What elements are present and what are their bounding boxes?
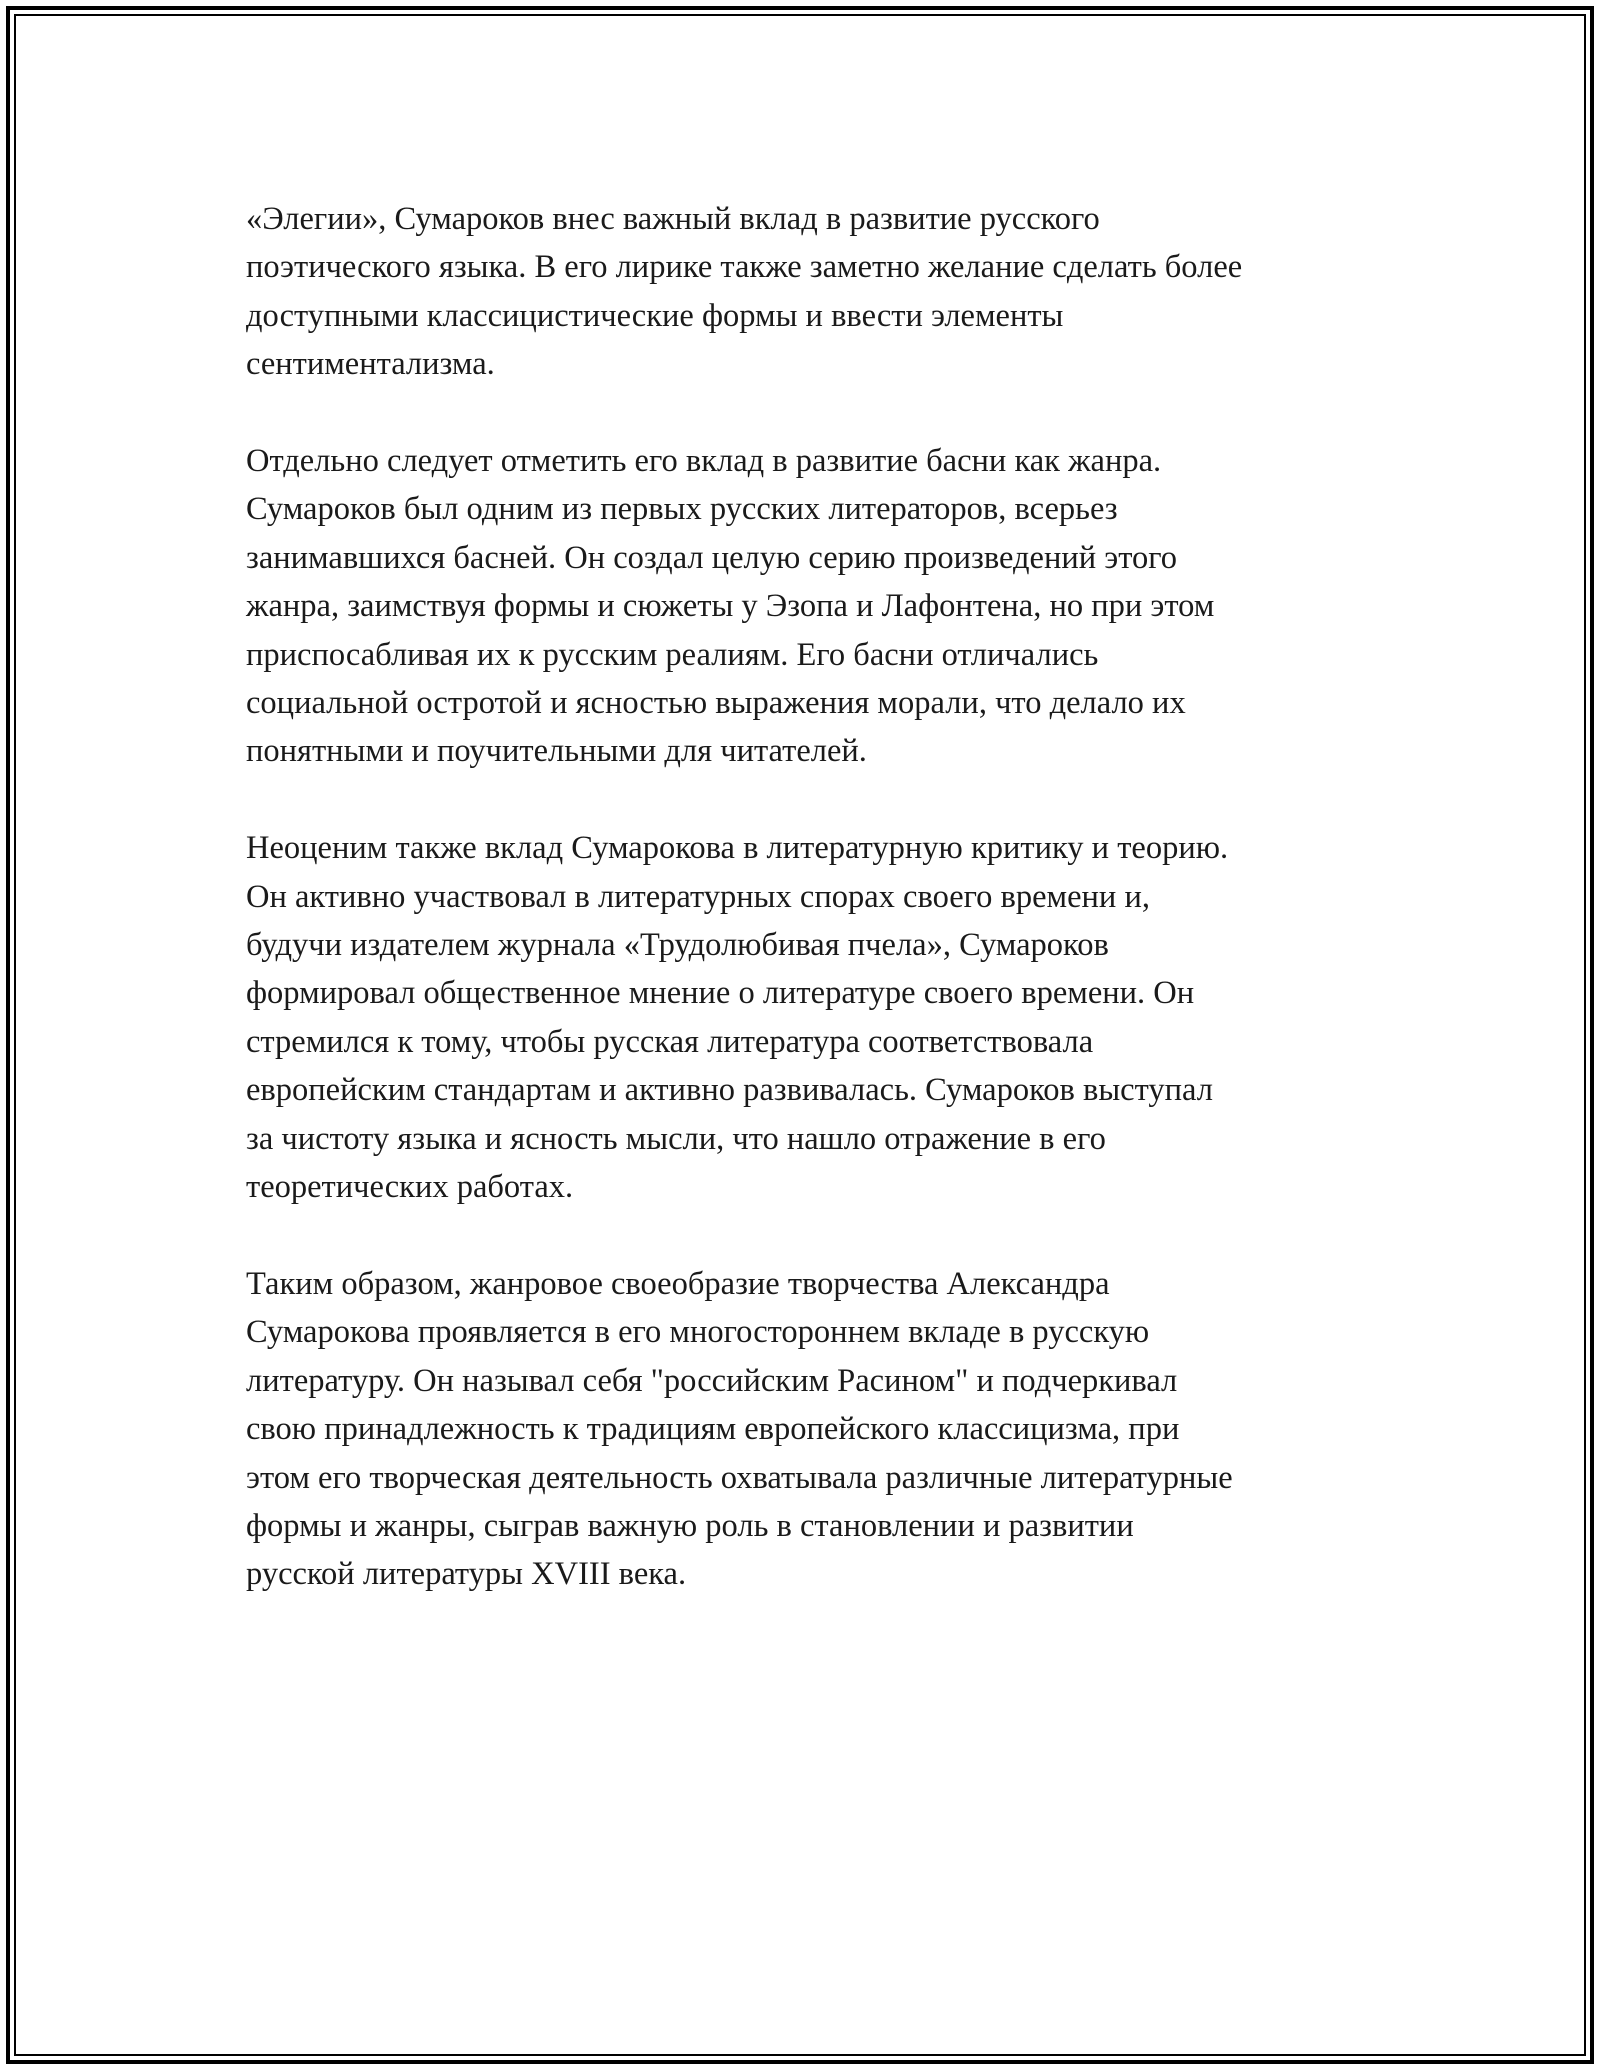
paragraph-conclusion: Таким образом, жанровое своеобразие творчества Александра Сумарокова проявляется в его многостороннем вкладе в русскую литературу. Он называл себя "российским Расином" и подчеркивал свою принадлежность к традициям европейского классицизма, при этом его творческая деятельность охватывала различные литературные формы и жанры, сыграв важную роль в становлении и развитии русской литературы XVIII века. (246, 1265, 1233, 1593)
paragraph-criticism: Неоценим также вклад Сумарокова в литературную критику и теорию. Он активно участвовал в литературных спорах своего времени и, будучи издателем журнала «Трудолюбивая пчела», Сумароков формировал общественное мнение о литературе своего времени. Он стремился к тому, чтобы русская литература соответствовала европейским стандартам и активно развивалась. Сумароков выступал за чистоту языка и ясность мысли, что нашло отражение в его теоретических работах. (246, 830, 1229, 1206)
paragraph-elegies: «Элегии», Сумароков внес важный вклад в развитие русского поэтического языка. В его лирике также заметно желание сделать более доступными классицистические формы и ввести элементы сентиментализма. (246, 201, 1243, 383)
document-body (246, 195, 1426, 1599)
paragraph-fables: Отдельно следует отметить его вклад в развитие басни как жанра. Сумароков был одним из первых русских литераторов, всерьез занимавшихся басней. Он создал целую серию произведений этого жанра, заимствуя формы и сюжеты у Эзопа и Лафонтена, но при этом приспосабливая их к русским реалиям. Его басни отличались социальной остротой и ясностью выражения морали, что делало их понятными и поучительными для читателей. (246, 443, 1215, 770)
page-border (6, 6, 1594, 2064)
